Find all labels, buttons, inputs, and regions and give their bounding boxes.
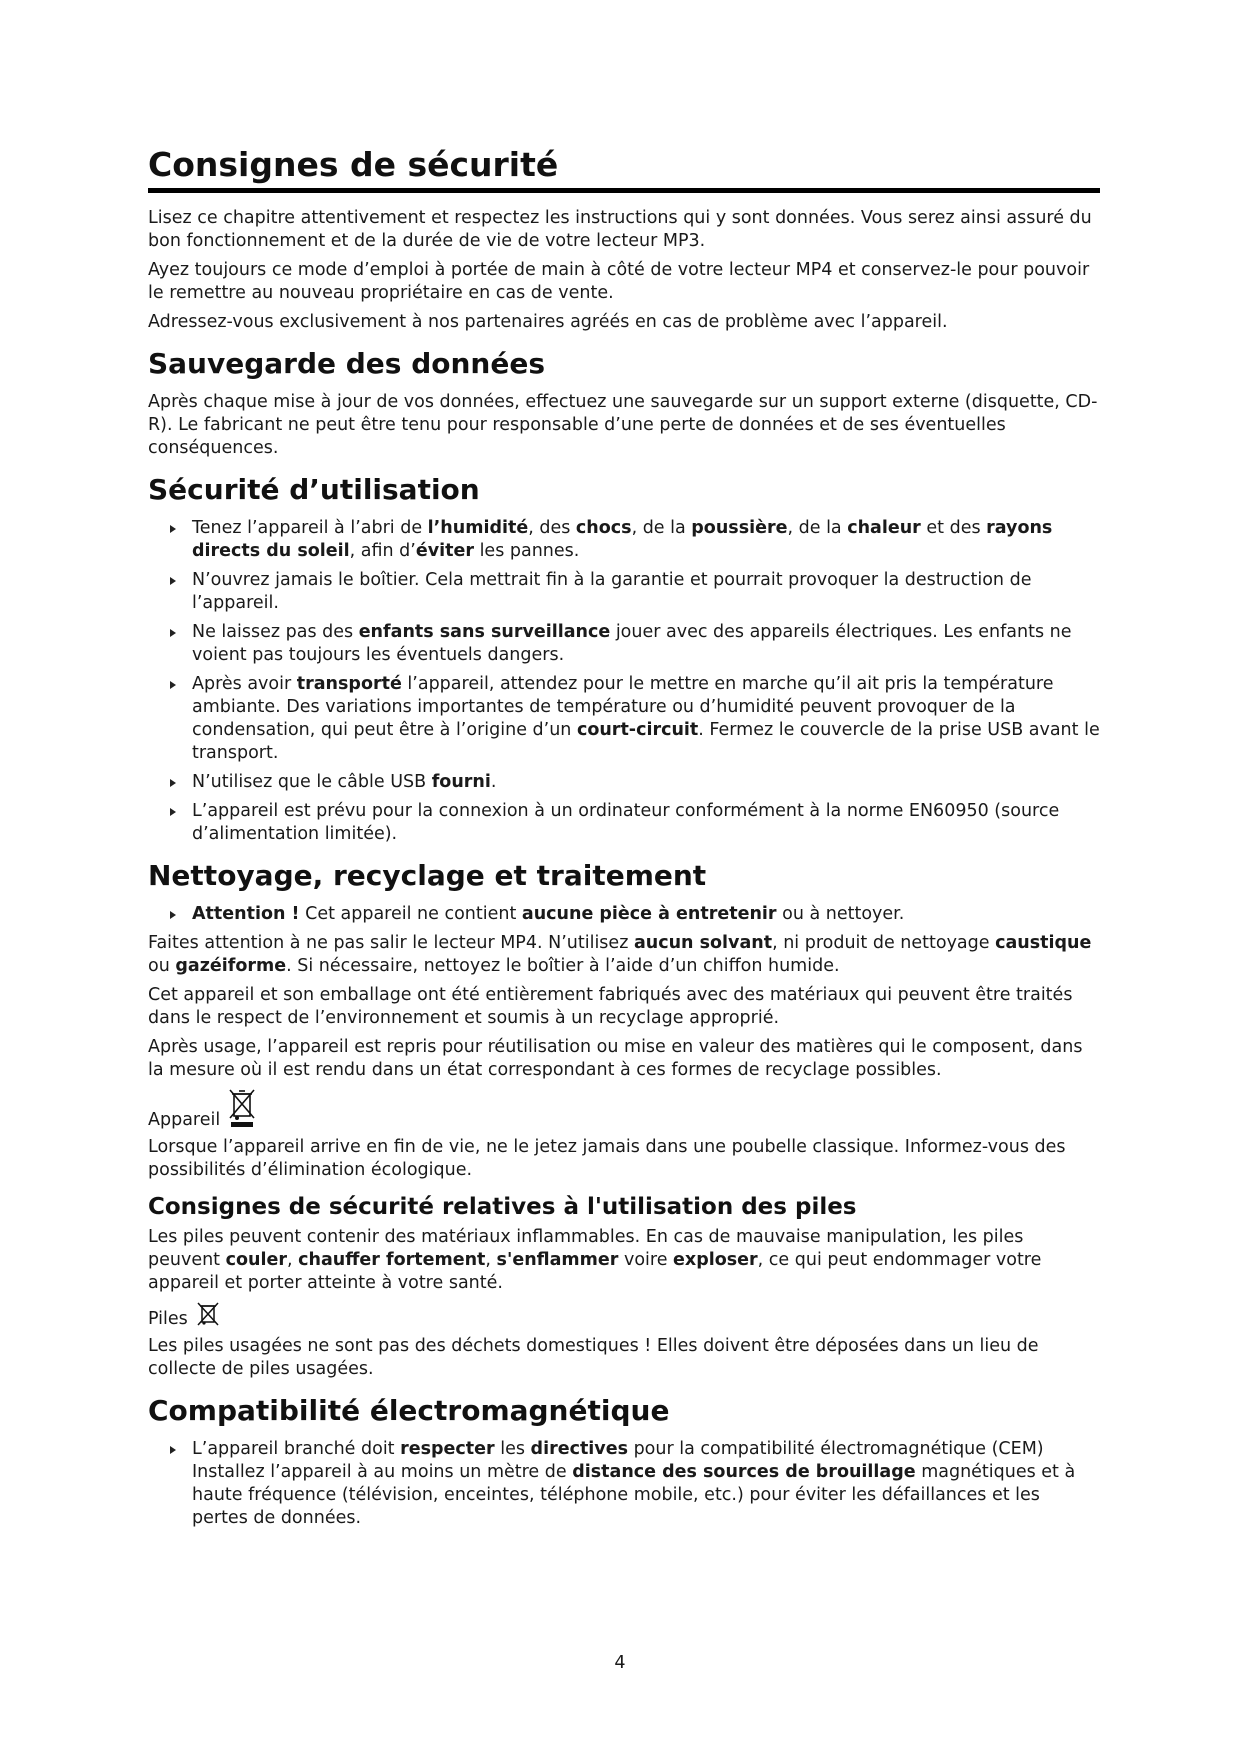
- emphasis: chaleur: [847, 518, 921, 538]
- text-run: , afin d’: [349, 541, 416, 561]
- device-label: Appareil: [148, 1110, 221, 1130]
- emphasis: directives: [530, 1439, 629, 1459]
- text-run: , de la: [787, 518, 848, 538]
- page-content: [148, 146, 1100, 1536]
- list-item: [148, 517, 1100, 563]
- cleaning-paragraph-1: [148, 932, 1100, 978]
- cleaning-paragraph-2: Cet appareil et son emballage ont été entièrement fabriqués avec des matériaux qui peuvent être traités dans le respect de l’environnement et soumis à un recyclage approprié.: [148, 985, 1073, 1028]
- emphasis: rayons directs du soleil: [192, 518, 1053, 561]
- triangle-bullet-icon: [170, 629, 176, 637]
- text-run: les pannes.: [474, 541, 580, 561]
- intro-paragraph-1: Lisez ce chapitre attentivement et respectez les instructions qui y sont données. Vous serez ainsi assuré du bon fonctionnement et de la durée de vie de votre lecteur MP3.: [148, 208, 1092, 251]
- emc-list: [148, 1438, 1100, 1530]
- section-heading-cleaning: Nettoyage, recyclage et traitement: [148, 859, 707, 892]
- text-run: , ni produit de nettoyage: [772, 933, 996, 953]
- device-disposal-paragraph: Lorsque l’appareil arrive en fin de vie, ne le jetez jamais dans une poubelle classique. Informez-vous des possibilités d’élimination écologique.: [148, 1137, 1066, 1180]
- emphasis: s'enflammer: [496, 1250, 619, 1270]
- emphasis: l’humidité: [427, 518, 529, 538]
- text-run: . Fermez le couvercle de la prise USB avant le transport.: [192, 720, 1100, 763]
- triangle-bullet-icon: [170, 779, 176, 787]
- emphasis: distance des sources de brouillage: [572, 1462, 916, 1482]
- text-run: N’utilisez que le câble USB: [192, 772, 432, 792]
- list-item: [148, 1438, 1100, 1530]
- triangle-bullet-icon: [170, 1446, 176, 1454]
- intro-paragraph-3: Adressez-vous exclusivement à nos partenaires agréés en cas de problème avec l’appareil.: [148, 312, 948, 332]
- device-disposal-line: [148, 1088, 1100, 1132]
- text-run: Ne laissez pas des: [192, 622, 359, 642]
- batteries-label: Piles: [148, 1309, 188, 1329]
- list-item: [148, 673, 1100, 765]
- list-item: [148, 903, 1100, 926]
- emphasis: exploser: [673, 1250, 758, 1270]
- emphasis: caustique: [995, 933, 1092, 953]
- safety-list: [148, 517, 1100, 846]
- section-heading-safety: Sécurité d’utilisation: [148, 473, 480, 506]
- text-run: ou: [148, 956, 176, 976]
- list-item: [148, 771, 1100, 794]
- page-number: 4: [614, 1653, 626, 1673]
- crossed-out-wheelie-bin-icon: [228, 1088, 256, 1132]
- emphasis: aucun solvant: [633, 933, 773, 953]
- list-item: [148, 569, 1100, 615]
- triangle-bullet-icon: [170, 681, 176, 689]
- emphasis: fourni: [431, 772, 491, 792]
- emphasis: gazéiforme: [175, 956, 287, 976]
- text-run: jouer avec des appareils électriques. Les enfants ne voient pas toujours les éventuels dangers.: [192, 622, 1072, 665]
- text-run: ou à nettoyer.: [776, 904, 905, 924]
- text-run: Après avoir: [192, 674, 297, 694]
- backup-paragraph: Après chaque mise à jour de vos données, effectuez une sauvegarde sur un support externe (disquette, CD-R). Le fabricant ne peut être tenu pour responsable d’une perte de données et de ses éventuelles conséquences.: [148, 392, 1098, 458]
- triangle-bullet-icon: [170, 911, 176, 919]
- section-heading-backup: Sauvegarde des données: [148, 347, 546, 380]
- subsection-heading-batteries: Consignes de sécurité relatives à l'utilisation des piles: [148, 1194, 857, 1220]
- triangle-bullet-icon: [170, 577, 176, 585]
- text-run: Cet appareil ne contient: [299, 904, 522, 924]
- text-run: et des: [920, 518, 987, 538]
- text-run: ,: [286, 1250, 299, 1270]
- emphasis: aucune pièce à entretenir: [521, 904, 777, 924]
- emphasis: respecter: [400, 1439, 495, 1459]
- emphasis: éviter: [415, 541, 474, 561]
- text-run: , ce qui peut endommager votre appareil et porter atteinte à votre santé.: [148, 1250, 1042, 1293]
- emphasis: Attention !: [192, 904, 300, 924]
- text-run: ,: [485, 1250, 497, 1270]
- list-item: [148, 800, 1100, 846]
- batteries-disposal-line: [148, 1301, 1100, 1331]
- emphasis: chocs: [575, 518, 632, 538]
- text-run: . Si nécessaire, nettoyez le boîtier à l’aide d’un chiffon humide.: [286, 956, 840, 976]
- text-run: , de la: [631, 518, 692, 538]
- cleaning-list: [148, 903, 1100, 926]
- text-run: Tenez l’appareil à l’abri de: [192, 518, 428, 538]
- text-run: les: [494, 1439, 531, 1459]
- text-run: magnétiques et à haute fréquence (télévision, enceintes, téléphone mobile, etc.) pour éviter les défaillances et les pertes de données.: [192, 1462, 1076, 1528]
- section-heading-emc: Compatibilité électromagnétique: [148, 1394, 670, 1427]
- batteries-paragraph-1: [148, 1226, 1100, 1295]
- emphasis: transporté: [296, 674, 402, 694]
- emphasis: couler: [225, 1250, 287, 1270]
- text-run: pour la compatibilité électromagnétique (CEM) Installez l’appareil à au moins un mètre de: [192, 1439, 1044, 1482]
- triangle-bullet-icon: [170, 525, 176, 533]
- crossed-out-wheelie-bin-icon: [196, 1301, 220, 1331]
- emphasis: court-circuit: [576, 720, 699, 740]
- text-run: L’appareil est prévu pour la connexion à un ordinateur conformément à la norme EN60950 (source d’alimentation limitée).: [192, 801, 1060, 844]
- page-title: Consignes de sécurité: [148, 146, 1100, 193]
- intro-paragraph-2: Ayez toujours ce mode d’emploi à portée de main à côté de votre lecteur MP4 et conservez-le pour pouvoir le remettre au nouveau propriétaire en cas de vente.: [148, 260, 1090, 303]
- batteries-paragraph-2: Les piles usagées ne sont pas des déchets domestiques ! Elles doivent être déposées dans un lieu de collecte de piles usagées.: [148, 1336, 1039, 1379]
- text-run: , des: [528, 518, 576, 538]
- triangle-bullet-icon: [170, 808, 176, 816]
- text-run: Faites attention à ne pas salir le lecteur MP4. N’utilisez: [148, 933, 634, 953]
- cleaning-paragraph-3: Après usage, l’appareil est repris pour réutilisation ou mise en valeur des matières qui le composent, dans la mesure où il est rendu dans un état correspondant à ces formes de recyclage possibles.: [148, 1037, 1083, 1080]
- text-run: .: [490, 772, 497, 792]
- text-run: N’ouvrez jamais le boîtier. Cela mettrait fin à la garantie et pourrait provoquer la destruction de l’appareil.: [192, 570, 1032, 613]
- emphasis: chauffer fortement: [298, 1250, 486, 1270]
- emphasis: poussière: [691, 518, 788, 538]
- text-run: L’appareil branché doit: [192, 1439, 401, 1459]
- text-run: l’appareil, attendez pour le mettre en marche qu’il ait pris la température ambiante. Des variations importantes de température ou d’humidité peuvent provoquer de la condensation, qui peut être à l’origine d’un: [192, 674, 1054, 740]
- text-run: voire: [618, 1250, 674, 1270]
- emphasis: enfants sans surveillance: [358, 622, 611, 642]
- text-run: Les piles peuvent contenir des matériaux inflammables. En cas de mauvaise manipulation, les piles peuvent: [148, 1227, 1024, 1270]
- list-item: [148, 621, 1100, 667]
